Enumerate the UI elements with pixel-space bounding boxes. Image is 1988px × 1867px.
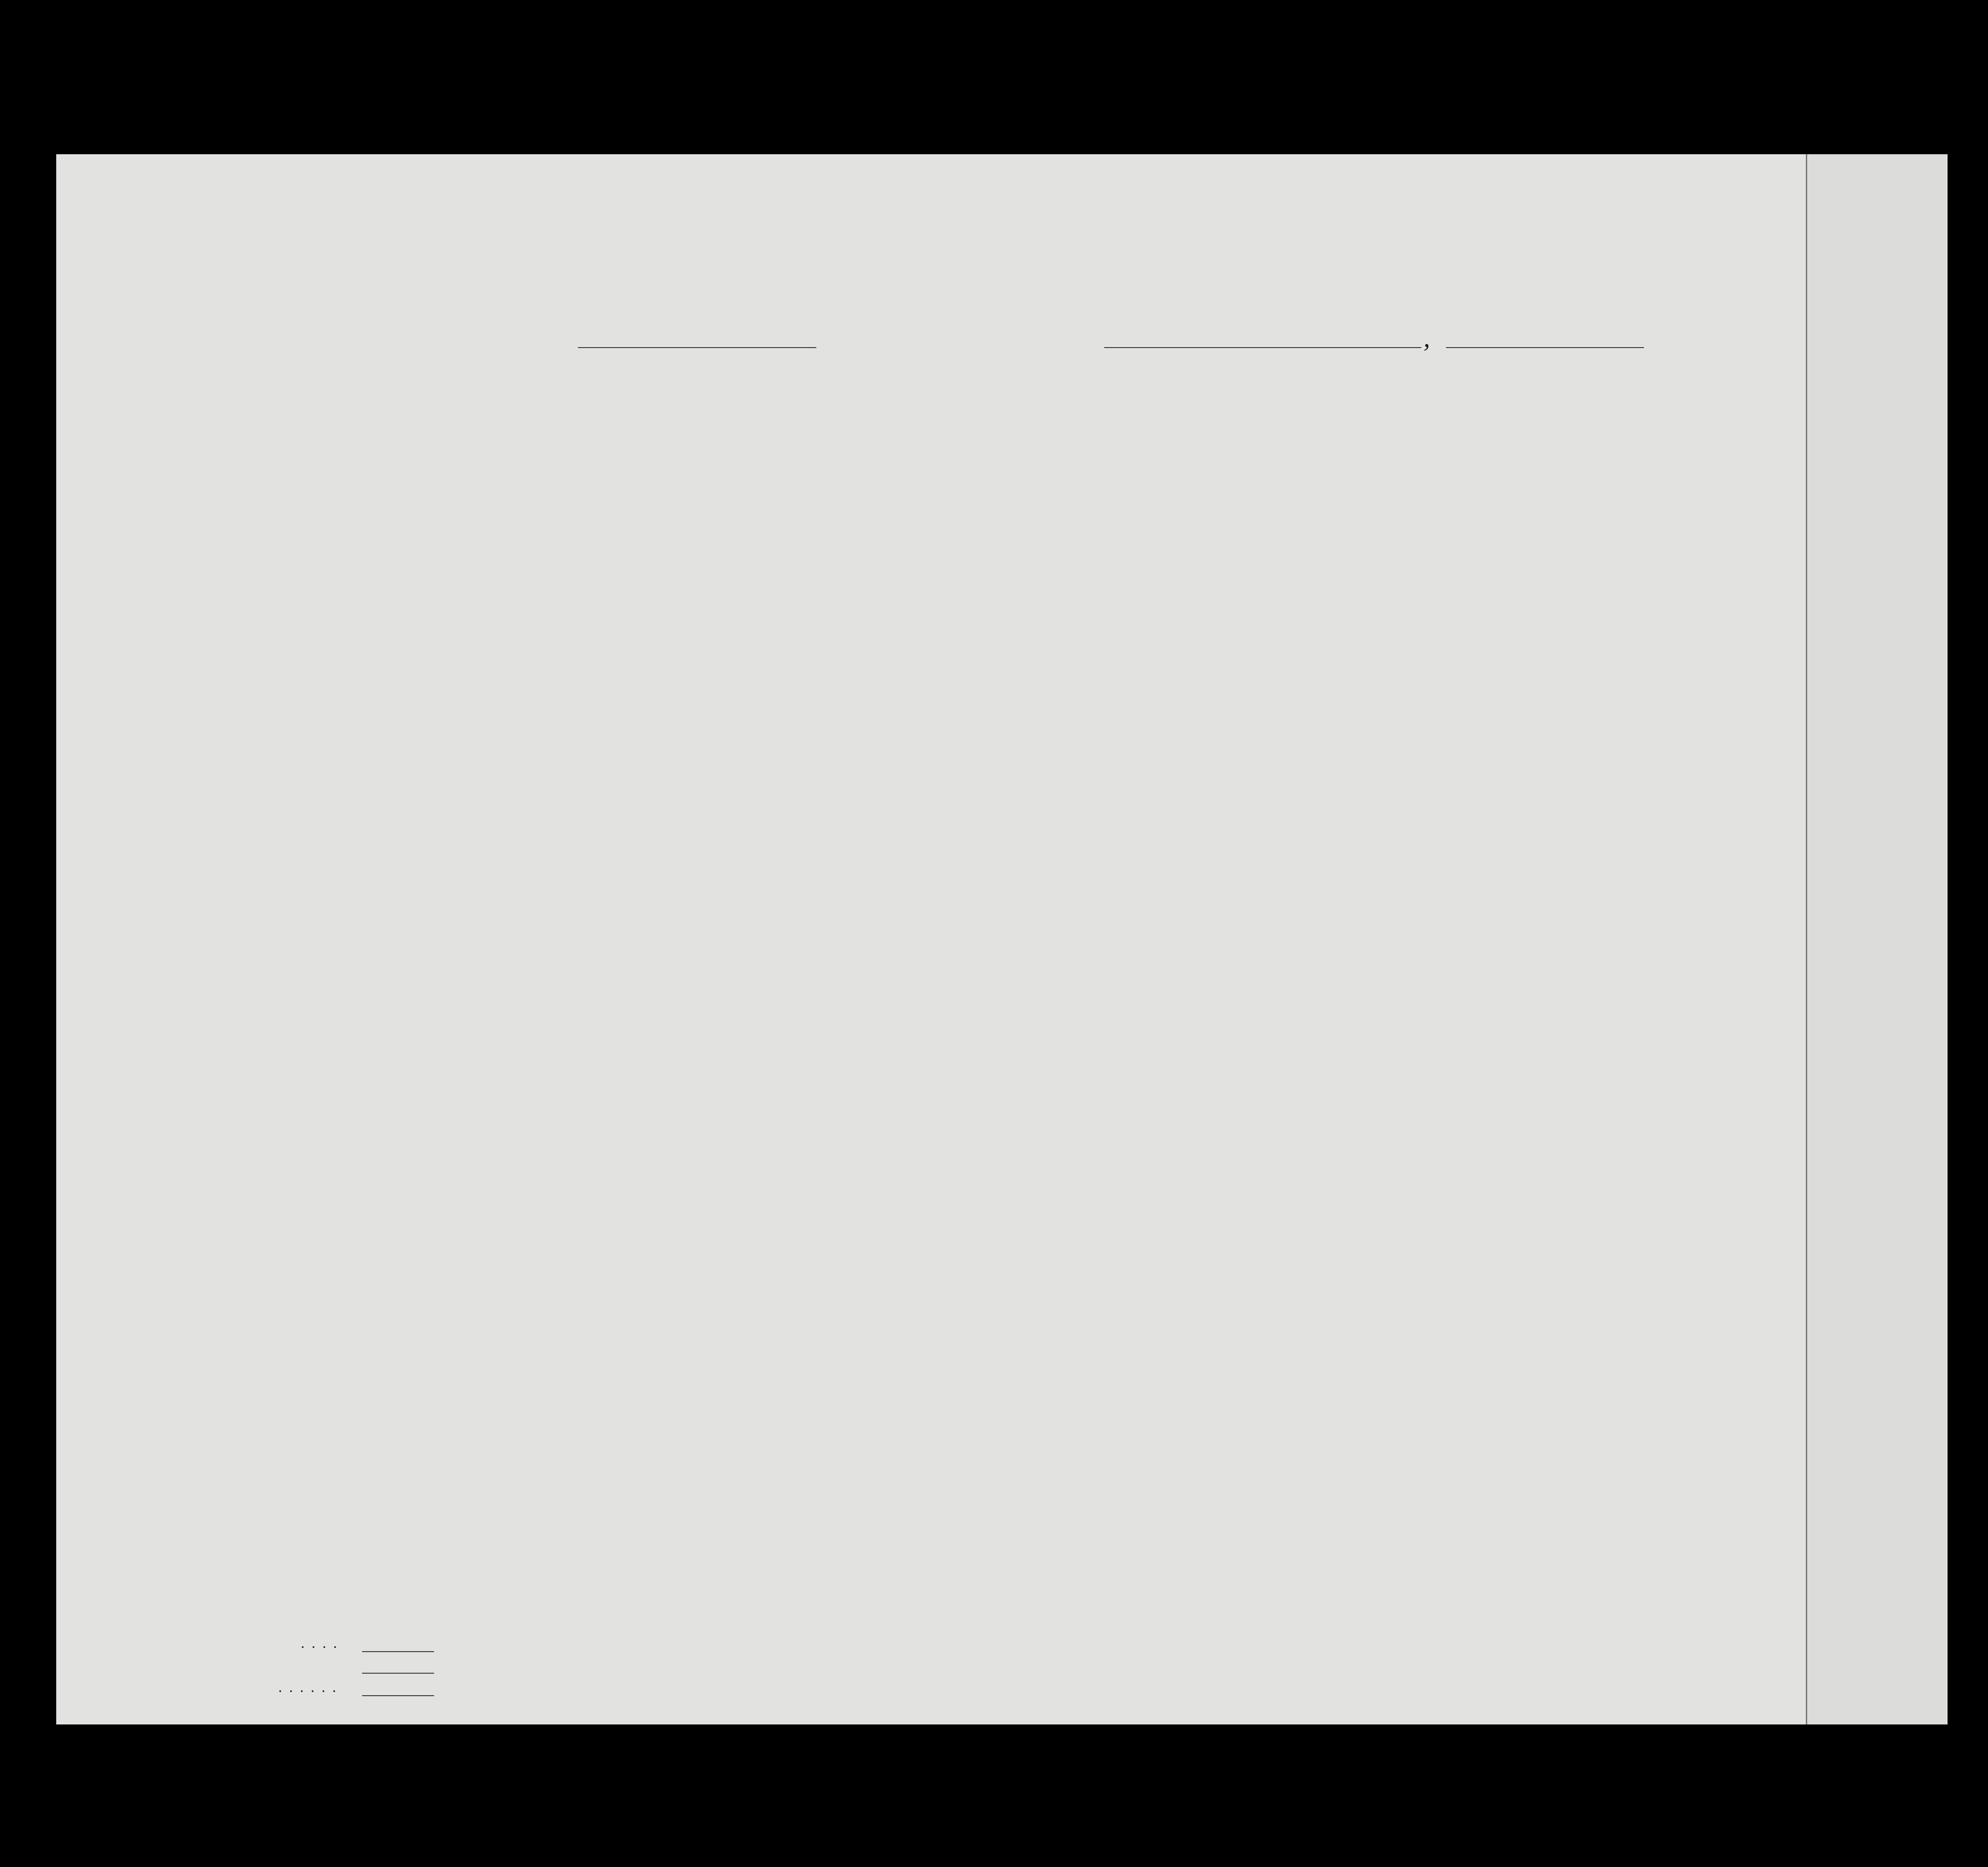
manifest-sheet	[56, 154, 1948, 1724]
dots-2: . . . . . .	[279, 1683, 338, 1695]
adjacent-sheet	[1806, 154, 1947, 1724]
dots-1: . . . .	[301, 1639, 339, 1651]
comma: ,	[1424, 323, 1430, 353]
